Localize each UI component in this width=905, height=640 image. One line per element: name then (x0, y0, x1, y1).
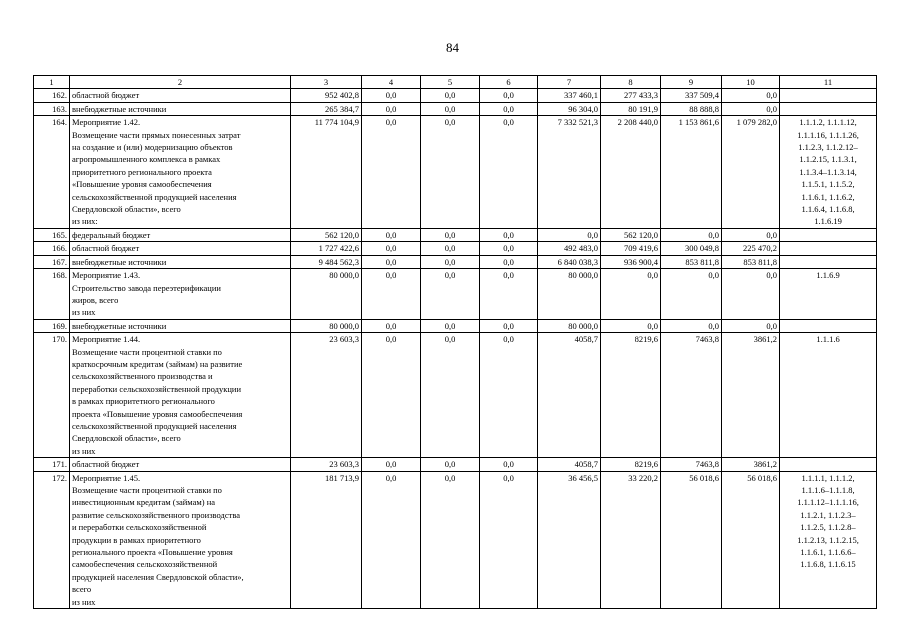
value-col5: 0,0 (421, 471, 480, 608)
table-row (34, 458, 877, 471)
description-line: и переработки сельскохозяйственной (72, 522, 207, 533)
target-indicator-line: 1.1.6.19 (814, 216, 842, 227)
value-col7: 80 000,0 (538, 269, 601, 320)
table-row (34, 242, 877, 255)
target-indicator-line: 1.1.2.13, 1.1.2.15, (797, 534, 859, 545)
row-description (70, 242, 291, 255)
column-header: 8 (601, 76, 661, 89)
value-col9: 7463,8 (661, 333, 722, 458)
description-line: областной бюджет (72, 90, 140, 101)
table-row (34, 333, 877, 458)
table-row (34, 269, 877, 320)
value-col5: 0,0 (421, 89, 480, 102)
value-col10: 225 470,2 (722, 242, 780, 255)
description-line: из них (72, 445, 96, 456)
description-line: в рамках приоритетного регионального (72, 396, 215, 407)
description-line: краткосрочным кредитам (займам) на развитие (72, 358, 243, 369)
target-indicator-line: 1.1.6.8, 1.1.6.15 (800, 559, 856, 570)
value-col9: 853 811,8 (661, 255, 722, 268)
header-row (34, 76, 877, 89)
target-indicators (780, 242, 877, 255)
value-col8: 8219,6 (601, 458, 661, 471)
row-number: 164. (34, 116, 70, 229)
value-col7: 4058,7 (538, 333, 601, 458)
row-number: 166. (34, 242, 70, 255)
target-indicator-line: 1.1.1.16, 1.1.1.26, (797, 129, 859, 140)
value-col8: 562 120,0 (601, 228, 661, 241)
table-row (34, 102, 877, 115)
value-col5: 0,0 (421, 242, 480, 255)
target-indicator-line: 1.1.6.4, 1.1.6.8, (801, 204, 855, 215)
page-number: 84 (446, 40, 459, 55)
description-line: Возмещение части прямых понесенных затрат (72, 129, 241, 140)
value-col7: 492 483,0 (538, 242, 601, 255)
target-indicators (780, 458, 877, 471)
description-line: из них (72, 307, 96, 318)
value-col5: 0,0 (421, 116, 480, 229)
value-col10: 0,0 (722, 228, 780, 241)
value-col9: 300 049,8 (661, 242, 722, 255)
row-description (70, 116, 291, 229)
program-activities-table (33, 75, 877, 609)
column-header: 1 (34, 76, 70, 89)
description-line: продукции в рамках приоритетного (72, 534, 201, 545)
description-line: Свердловской области», всего (72, 433, 181, 444)
row-number: 163. (34, 102, 70, 115)
target-indicator-line: 1.1.1.12–1.1.1.16, (797, 497, 859, 508)
target-indicators (780, 319, 877, 332)
value-col9: 337 509,4 (661, 89, 722, 102)
row-description (70, 319, 291, 332)
description-line: инвестиционным кредитам (займам) на (72, 497, 216, 508)
value-col6: 0,0 (480, 102, 538, 115)
value-col6: 0,0 (480, 116, 538, 229)
value-col8: 936 900,4 (601, 255, 661, 268)
value-col7: 36 456,5 (538, 471, 601, 608)
description-line: всего (72, 584, 92, 595)
target-indicator-line: 1.1.5.1, 1.1.5.2, (801, 179, 855, 190)
column-header: 4 (362, 76, 421, 89)
target-indicators (780, 102, 877, 115)
value-col9: 0,0 (661, 269, 722, 320)
description-line: из них: (72, 216, 98, 227)
target-indicator-line: 1.1.2.15, 1.1.3.1, (799, 154, 857, 165)
value-col5: 0,0 (421, 333, 480, 458)
value-total: 562 120,0 (291, 228, 362, 241)
description-line: на создание и (или) модернизацию объектов (72, 142, 233, 153)
row-description (70, 269, 291, 320)
value-col9: 0,0 (661, 228, 722, 241)
value-col8: 33 220,2 (601, 471, 661, 608)
value-col10: 853 811,8 (722, 255, 780, 268)
target-indicators (780, 269, 877, 320)
value-col6: 0,0 (480, 333, 538, 458)
column-header: 10 (722, 76, 780, 89)
target-indicators (780, 228, 877, 241)
value-col5: 0,0 (421, 458, 480, 471)
description-line: Свердловской области», всего (72, 204, 181, 215)
description-line: областной бюджет (72, 243, 140, 254)
description-line: приоритетного регионального проекта (72, 166, 212, 177)
description-line: из них (72, 596, 96, 607)
row-number: 171. (34, 458, 70, 471)
row-number: 170. (34, 333, 70, 458)
row-description (70, 333, 291, 458)
row-description (70, 458, 291, 471)
value-col7: 0,0 (538, 228, 601, 241)
value-col7: 96 304,0 (538, 102, 601, 115)
value-col4: 0,0 (362, 116, 421, 229)
description-line: «Повышение уровня самообеспечения (72, 179, 212, 190)
description-line: сельскохозяйственной продукцией населения (72, 191, 237, 202)
description-line: сельскохозяйственной продукцией населения (72, 420, 237, 431)
row-description (70, 102, 291, 115)
value-col6: 0,0 (480, 458, 538, 471)
value-col5: 0,0 (421, 319, 480, 332)
value-col8: 277 433,3 (601, 89, 661, 102)
value-col4: 0,0 (362, 333, 421, 458)
column-header: 5 (421, 76, 480, 89)
target-indicators (780, 89, 877, 102)
value-total: 80 000,0 (291, 269, 362, 320)
description-line: внебюджетные источники (72, 320, 167, 331)
description-line: агропромышленного комплекса в рамках (72, 154, 221, 165)
table-row (34, 319, 877, 332)
value-col10: 0,0 (722, 89, 780, 102)
value-col10: 3861,2 (722, 458, 780, 471)
description-line: переработки сельскохозяйственной продукции (72, 383, 242, 394)
target-indicators (780, 333, 877, 458)
description-line: внебюджетные источники (72, 103, 167, 114)
row-number: 169. (34, 319, 70, 332)
description-line: регионального проекта «Повышение уровня (72, 547, 233, 558)
target-indicator-line: 1.1.3.4–1.1.3.14, (799, 166, 857, 177)
value-col9: 88 888,8 (661, 102, 722, 115)
value-col6: 0,0 (480, 269, 538, 320)
description-line: Мероприятие 1.44. (72, 334, 141, 345)
target-indicators (780, 255, 877, 268)
column-header: 2 (70, 76, 291, 89)
value-col8: 2 208 440,0 (601, 116, 661, 229)
description-line: проекта «Повышение уровня самообеспечения (72, 408, 243, 419)
value-col9: 1 153 861,6 (661, 116, 722, 229)
value-col8: 80 191,9 (601, 102, 661, 115)
value-col7: 6 840 038,3 (538, 255, 601, 268)
target-indicator-line: 1.1.1.6–1.1.1.8, (801, 485, 855, 495)
description-line: Мероприятие 1.45. (72, 472, 141, 483)
description-line: Возмещение части процентной ставки по (72, 485, 222, 495)
value-col9: 56 018,6 (661, 471, 722, 608)
value-col10: 1 079 282,0 (722, 116, 780, 229)
target-indicator-line: 1.1.1.2, 1.1.1.12, (799, 117, 857, 128)
value-total: 181 713,9 (291, 471, 362, 608)
row-number: 172. (34, 471, 70, 608)
description-line: Мероприятие 1.43. (72, 270, 141, 281)
value-col6: 0,0 (480, 228, 538, 241)
value-col8: 8219,6 (601, 333, 661, 458)
value-col7: 80 000,0 (538, 319, 601, 332)
value-total: 265 384,7 (291, 102, 362, 115)
value-total: 80 000,0 (291, 319, 362, 332)
value-col5: 0,0 (421, 255, 480, 268)
value-col4: 0,0 (362, 269, 421, 320)
value-col6: 0,0 (480, 471, 538, 608)
description-line: Строительство завода переэтерификации (72, 282, 221, 293)
value-col4: 0,0 (362, 242, 421, 255)
value-col6: 0,0 (480, 89, 538, 102)
description-line: самообеспечения сельскохозяйственной (72, 559, 218, 570)
target-indicator-line: 1.1.6.1, 1.1.6.2, (801, 191, 855, 202)
target-indicators (780, 471, 877, 608)
row-description (70, 228, 291, 241)
column-header: 3 (291, 76, 362, 89)
value-col4: 0,0 (362, 89, 421, 102)
value-col6: 0,0 (480, 242, 538, 255)
column-header: 6 (480, 76, 538, 89)
description-line: федеральный бюджет (72, 229, 151, 240)
value-col4: 0,0 (362, 319, 421, 332)
value-col10: 0,0 (722, 319, 780, 332)
description-line: областной бюджет (72, 459, 140, 470)
row-number: 167. (34, 255, 70, 268)
description-line: Мероприятие 1.42. (72, 117, 141, 128)
value-col5: 0,0 (421, 102, 480, 115)
value-col10: 0,0 (722, 269, 780, 320)
value-col8: 709 419,6 (601, 242, 661, 255)
row-number: 165. (34, 228, 70, 241)
description-line: продукцией населения Свердловской области», (72, 571, 244, 582)
target-indicator-line: 1.1.2.1, 1.1.2.3– (800, 509, 856, 520)
table-row (34, 228, 877, 241)
row-number: 168. (34, 269, 70, 320)
table-row (34, 471, 877, 608)
description-line: развитие сельскохозяйственного производства (72, 509, 240, 520)
table-row (34, 255, 877, 268)
value-col4: 0,0 (362, 255, 421, 268)
target-indicator-line: 1.1.1.6 (816, 334, 840, 345)
row-description (70, 471, 291, 608)
value-col7: 337 460,1 (538, 89, 601, 102)
row-description (70, 255, 291, 268)
target-indicator-line: 1.1.1.1, 1.1.1.2, (801, 472, 855, 483)
target-indicators (780, 116, 877, 229)
description-line: внебюджетные источники (72, 256, 167, 267)
value-col6: 0,0 (480, 319, 538, 332)
value-col7: 4058,7 (538, 458, 601, 471)
value-col10: 56 018,6 (722, 471, 780, 608)
value-col9: 0,0 (661, 319, 722, 332)
target-indicator-line: 1.1.2.3, 1.1.2.12– (798, 142, 858, 153)
value-col4: 0,0 (362, 102, 421, 115)
table-row (34, 116, 877, 229)
value-col10: 0,0 (722, 102, 780, 115)
value-col5: 0,0 (421, 228, 480, 241)
value-col10: 3861,2 (722, 333, 780, 458)
value-total: 23 603,3 (291, 458, 362, 471)
value-col5: 0,0 (421, 269, 480, 320)
value-col4: 0,0 (362, 228, 421, 241)
description-line: жиров, всего (72, 294, 119, 305)
description-line: сельскохозяйственного производства и (72, 371, 213, 382)
value-col4: 0,0 (362, 458, 421, 471)
target-indicator-line: 1.1.2.5, 1.1.2.8– (800, 522, 856, 533)
value-col6: 0,0 (480, 255, 538, 268)
value-total: 11 774 104,9 (291, 116, 362, 229)
table-row (34, 89, 877, 102)
description-line: Возмещение части процентной ставки по (72, 346, 222, 357)
value-total: 9 484 562,3 (291, 255, 362, 268)
value-total: 23 603,3 (291, 333, 362, 458)
target-indicator-line: 1.1.6.1, 1.1.6.6– (800, 547, 856, 558)
value-col7: 7 332 521,3 (538, 116, 601, 229)
row-number: 162. (34, 89, 70, 102)
column-header: 11 (780, 76, 877, 89)
column-header: 9 (661, 76, 722, 89)
row-description (70, 89, 291, 102)
value-total: 1 727 422,6 (291, 242, 362, 255)
column-header: 7 (538, 76, 601, 89)
value-col8: 0,0 (601, 269, 661, 320)
value-col9: 7463,8 (661, 458, 722, 471)
value-col8: 0,0 (601, 319, 661, 332)
value-col4: 0,0 (362, 471, 421, 608)
value-total: 952 402,8 (291, 89, 362, 102)
target-indicator-line: 1.1.6.9 (816, 270, 840, 281)
